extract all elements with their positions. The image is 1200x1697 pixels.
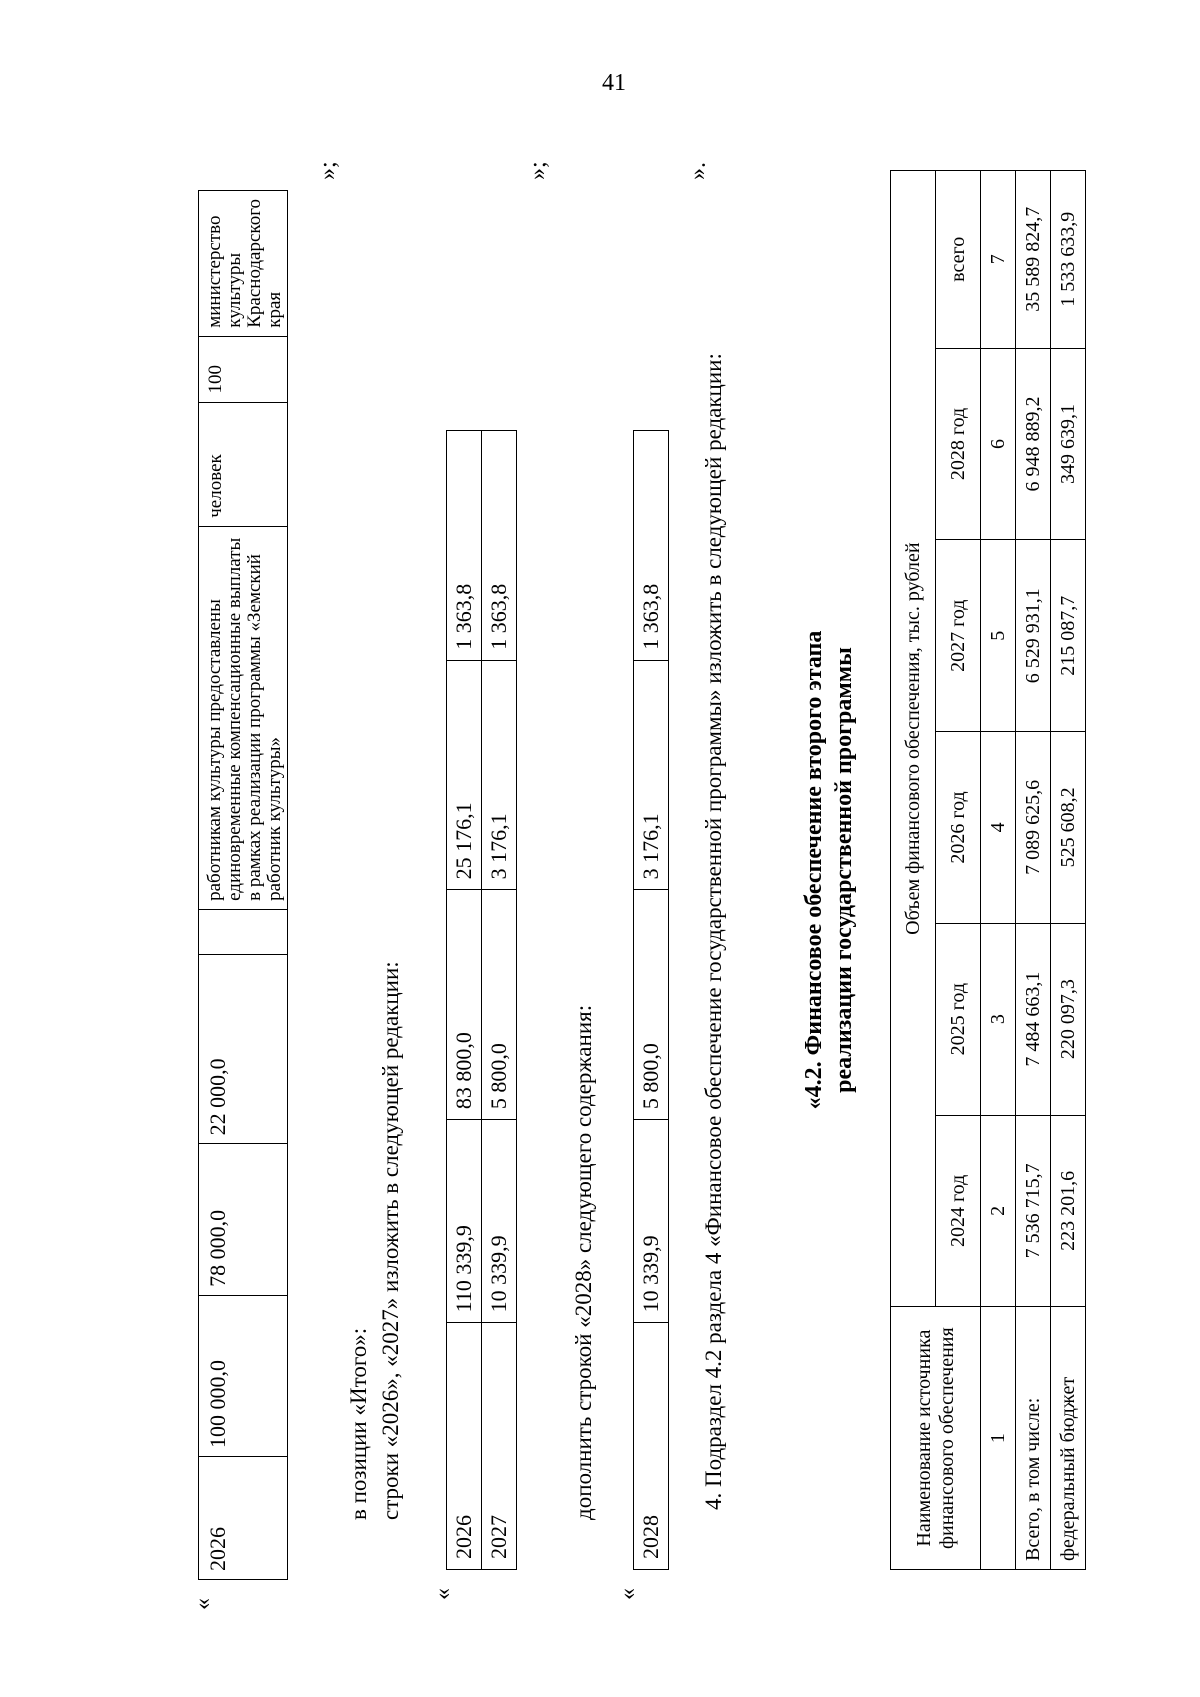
section-heading-line2: реализации государственной программы	[831, 647, 857, 1093]
close-mark-top: »;	[315, 161, 341, 180]
cell-description: работникам культуры предоставлены единовременные компенсационные выплаты в рамках реализации программы «Земский работник культуры»	[199, 526, 288, 909]
col-number: 3	[981, 923, 1016, 1115]
row-value: 525 608,2	[1051, 732, 1086, 924]
para-add-2028: дополнить строкой «2028» следующего содержания:	[571, 1004, 596, 1520]
header-source: Наименование источника финансового обеспечения	[891, 1307, 981, 1570]
cell-total: 110 339,9	[447, 1120, 482, 1323]
table-header-row	[891, 171, 936, 1570]
open-quote-top: «	[190, 1598, 216, 1610]
col-number: 4	[981, 732, 1016, 924]
cell-ministry: министерство культуры Краснодарского края	[199, 191, 288, 337]
cell-year: 2028	[634, 1323, 669, 1570]
cell-v2: 3 176,1	[482, 660, 517, 890]
cell-empty	[199, 909, 288, 954]
col-number: 5	[981, 540, 1016, 732]
table-row	[1051, 171, 1086, 1570]
header-year: 2026 год	[936, 732, 981, 924]
row-name: федеральный бюджет	[1051, 1307, 1086, 1570]
row-name: Всего, в том числе:	[1016, 1307, 1051, 1570]
header-year: 2027 год	[936, 540, 981, 732]
open-quote-itogo: «	[430, 1588, 456, 1600]
cell-v3: 1 363,8	[447, 431, 482, 661]
cell-v1: 5 800,0	[634, 890, 669, 1120]
cell-total: 100 000,0	[199, 1295, 288, 1456]
header-year: 2028 год	[936, 348, 981, 540]
header-year: 2025 год	[936, 923, 981, 1115]
col-number: 7	[981, 171, 1016, 349]
close-mark-2028: ».	[685, 162, 711, 180]
cell-v1: 5 800,0	[482, 890, 517, 1120]
row-value: 6 529 931,1	[1016, 540, 1051, 732]
table-2028	[633, 430, 669, 1570]
cell-year: 2026	[447, 1323, 482, 1570]
row-value: 349 639,1	[1051, 348, 1086, 540]
cell-total: 10 339,9	[482, 1120, 517, 1323]
header-year: 2024 год	[936, 1115, 981, 1307]
table-row	[634, 431, 669, 1570]
table-row	[447, 431, 482, 1570]
cell-unit: человек	[199, 402, 288, 526]
col-number: 1	[981, 1307, 1016, 1570]
row-value: 215 087,7	[1051, 540, 1086, 732]
row-value: 223 201,6	[1051, 1115, 1086, 1307]
cell-year: 2026	[199, 1456, 288, 1579]
para-section-4-2: 4. Подраздел 4.2 раздела 4 «Финансовое обеспечение государственной программы» изложить в следующей редакции:	[701, 353, 726, 1510]
page-number: 41	[602, 70, 626, 96]
cell-v2: 22 000,0	[199, 955, 288, 1144]
close-mark-itogo: »;	[525, 161, 551, 180]
itogo-table	[446, 430, 517, 1570]
para-rows-2026-2027: строки «2026», «2027» изложить в следующей редакции:	[378, 961, 403, 1520]
cell-v1: 83 800,0	[447, 890, 482, 1120]
financing-table	[890, 170, 1086, 1570]
cell-v3: 1 363,8	[634, 431, 669, 661]
cell-v2: 25 176,1	[447, 660, 482, 890]
cell-v2: 3 176,1	[634, 660, 669, 890]
table-row	[199, 191, 288, 1580]
row-value: 6 948 889,2	[1016, 348, 1051, 540]
cell-total: 10 339,9	[634, 1120, 669, 1323]
row-value: 7 536 715,7	[1016, 1115, 1051, 1307]
row-value: 7 089 625,6	[1016, 732, 1051, 924]
row-value: 35 589 824,7	[1016, 171, 1051, 349]
cell-v3: 1 363,8	[482, 431, 517, 661]
row-value: 7 484 663,1	[1016, 923, 1051, 1115]
table-row	[482, 431, 517, 1570]
section-heading-line1: «4.2. Финансовое обеспечение второго этапа	[801, 630, 827, 1110]
para-itogo: в позиции «Итого»:	[346, 1327, 371, 1520]
row-value: 1 533 633,9	[1051, 171, 1086, 349]
header-volume: Объем финансового обеспечения, тыс. рублей	[891, 171, 936, 1307]
top-table	[198, 190, 288, 1580]
col-number: 6	[981, 348, 1016, 540]
col-number: 2	[981, 1115, 1016, 1307]
cell-value: 100	[199, 336, 288, 402]
rotated-page-content	[140, 90, 1200, 1650]
row-value: 220 097,3	[1051, 923, 1086, 1115]
open-quote-2028: «	[615, 1588, 641, 1600]
column-number-row	[981, 171, 1016, 1570]
header-total: всего	[936, 171, 981, 349]
cell-v1: 78 000,0	[199, 1144, 288, 1296]
table-row	[1016, 171, 1051, 1570]
cell-year: 2027	[482, 1323, 517, 1570]
